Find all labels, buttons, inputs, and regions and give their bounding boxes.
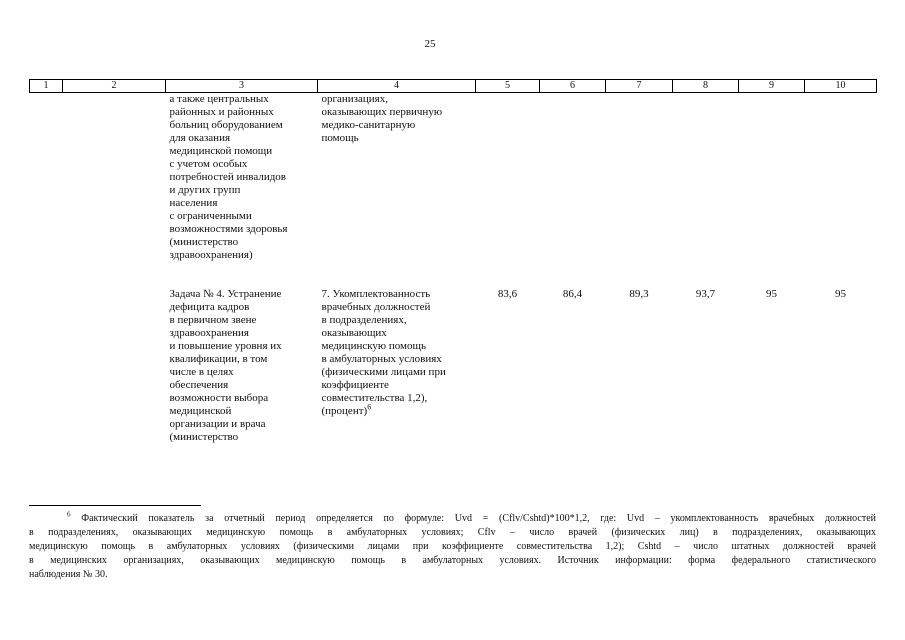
footnote: $^6$ Фактический показатель за отчетный период определяется по формуле: Uvd = (Cflv/Cshtd)*100*1,2, где: Uvd – укомплектованность врачебных должностей в подразделениях, оказывающих медицинскую помощь в амбулаторных условиях; Cflv – число врачей (физических лиц) в подразделениях, оказывающих медицинскую помощь в амбулаторных условиях (физическими лицами при коэффициенте совместительства 1,2); Cshtd – число штатных должностей врачей в медицинских организациях, оказывающих медицинскую помощь в амбулаторных условиях. Источник информации: форма федерального статистического наблюдения № 30. (29, 510, 876, 580)
column-number: 3 (166, 80, 318, 93)
column-number: 5 (476, 80, 540, 93)
task-description-cell: а также центральных районных и районных больниц оборудованием для оказания медицинской помощи с учетом особых потребностей инвалидов и других групп населения с ограниченными возможностями здоровья (министерство здравоохранения) (169, 93, 288, 261)
indicator-description-cell: организациях, оказывающих первичную медико-санитарную помощь (321, 93, 443, 144)
value-cell: 95 (835, 288, 846, 300)
footnote-separator (29, 505, 201, 506)
column-number: 4 (318, 80, 476, 93)
value-cell: 89,3 (629, 288, 649, 300)
column-number: 6 (540, 80, 606, 93)
value-cell: 86,4 (562, 288, 583, 300)
value-cell: 95 (766, 288, 777, 300)
column-number-header (30, 80, 877, 93)
indicator-description-cell: 7. Укомплектованность врачебных должностей в подразделениях, оказывающих медицинскую помощь в амбулаторных условиях (физическими лицами при коэффициенте совместительства 1,2), (процент)$^6$ (321, 288, 446, 417)
value-cell: 93,7 (695, 288, 716, 300)
column-number: 10 (805, 80, 877, 93)
column-number: 8 (673, 80, 739, 93)
page-number: 25 (424, 38, 436, 50)
footnote-marker: 6 (67, 510, 71, 519)
column-number: 9 (739, 80, 805, 93)
task-description-cell: Задача № 4. Устранение дефицита кадров в первичном звене здравоохранения и повышение уровня их квалификации, в том числе в целях обеспечения возможности выбора медицинской организации и врача (министерство (169, 288, 282, 443)
column-number: 2 (63, 80, 166, 93)
value-cell: 83,6 (497, 288, 518, 300)
indicators-table (29, 79, 877, 444)
column-number: 1 (30, 80, 63, 93)
column-number: 7 (606, 80, 673, 93)
footnote-reference[interactable]: 6 (367, 402, 372, 412)
table-row (30, 93, 877, 289)
table-row (30, 288, 877, 444)
